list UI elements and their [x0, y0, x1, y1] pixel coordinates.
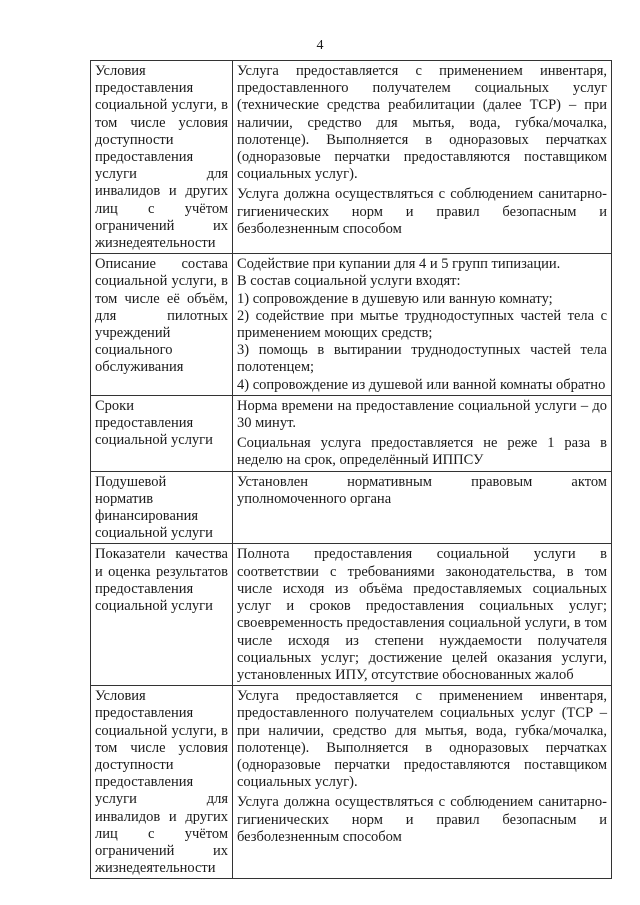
paragraph: Содействие при купании для 4 и 5 групп типизации.	[237, 256, 561, 273]
row-label: Описание состава социальной услуги, в том числе её объём, для пилотных учреждений социального обслуживания	[91, 254, 233, 396]
paragraph: 1) сопровождение в душевую или ванную комнату;	[237, 290, 553, 307]
table-row	[91, 395, 612, 471]
row-content	[233, 395, 612, 471]
row-content	[233, 686, 612, 879]
row-content	[233, 254, 612, 396]
paragraph: В состав социальной услуги входят:	[237, 273, 461, 290]
paragraph: 2) содействие при мытье труднодоступных частей тела с применением моющих средств;	[237, 307, 607, 342]
paragraph: Установлен нормативным правовым актом уполномоченного органа	[237, 473, 607, 507]
paragraph: Услуга должна осуществляться с соблюдением санитарно-гигиенических норм и правил безопасным и безболезненным способом	[237, 794, 607, 845]
paragraph: Услуга предоставляется с применением инвентаря, предоставленного получателем социальных услуг (технические средства реабилитации (далее ТСР) – при наличии, средство для мытья, вода, губка/мочалка, полотенце). Выполняется в одноразовых перчатках (одноразовые перчатки предоставляются поставщиком социальных услуг).	[237, 63, 607, 183]
paragraph: Норма времени на предоставление социальной услуги – до 30 минут.	[237, 397, 607, 432]
paragraph: Услуга должна осуществляться с соблюдением санитарно-гигиенических норм и правил безопасным и безболезненным способом	[237, 186, 607, 237]
paragraph: 3) помощь в вытирании труднодоступных частей тела полотенцем;	[237, 342, 607, 376]
row-content	[233, 61, 612, 254]
page-number: 4	[316, 38, 324, 53]
row-content	[233, 544, 612, 686]
row-label: Условия предоставления социальной услуги, в том числе условия доступности предоставления услуги для инвалидов и других лиц с учётом ограничений их жизнедеятельности	[91, 61, 233, 254]
row-content	[233, 471, 612, 544]
row-label: Сроки предоставления социальной услуги	[91, 395, 233, 471]
paragraph: Полнота предоставления социальной услуги в соответствии с требованиями законодательства, в том числе исходя из объёма предоставляемых социальных услуг и сроков предоставления социальных услуг; своевременность предоставления социальной услуги, в том числе исходя из степени нуждаемости получателя социальных услуг; достижение целей оказания услуги, установленных ИПУ, отсутствие обоснованных жалоб	[237, 546, 607, 683]
table-row	[91, 544, 612, 686]
table-row	[91, 254, 612, 396]
table-row	[91, 471, 612, 544]
paragraph: Услуга предоставляется с применением инвентаря, предоставленного получателем социальных услуг (ТСР – при наличии, средство для мытья, вода, губка/мочалка, полотенце). Выполняется в одноразовых перчатках (одноразовые перчатки предоставляются поставщиком социальных услуг).	[237, 688, 607, 791]
table-row	[91, 61, 612, 254]
row-label: Подушевой норматив финансирования социальной услуги	[91, 471, 233, 544]
row-label: Показатели качества и оценка результатов предоставления социальной услуги	[91, 544, 233, 686]
row-label: Условия предоставления социальной услуги, в том числе условия доступности предоставления услуги для инвалидов и других лиц с учётом ограничений их жизнедеятельности	[91, 686, 233, 879]
paragraph: 4) сопровождение из душевой или ванной комнаты обратно	[237, 376, 606, 393]
paragraph: Социальная услуга предоставляется не реже 1 раза в неделю на срок, определённый ИППСУ	[237, 435, 607, 469]
service-description-table	[90, 60, 612, 879]
table-row	[91, 686, 612, 879]
